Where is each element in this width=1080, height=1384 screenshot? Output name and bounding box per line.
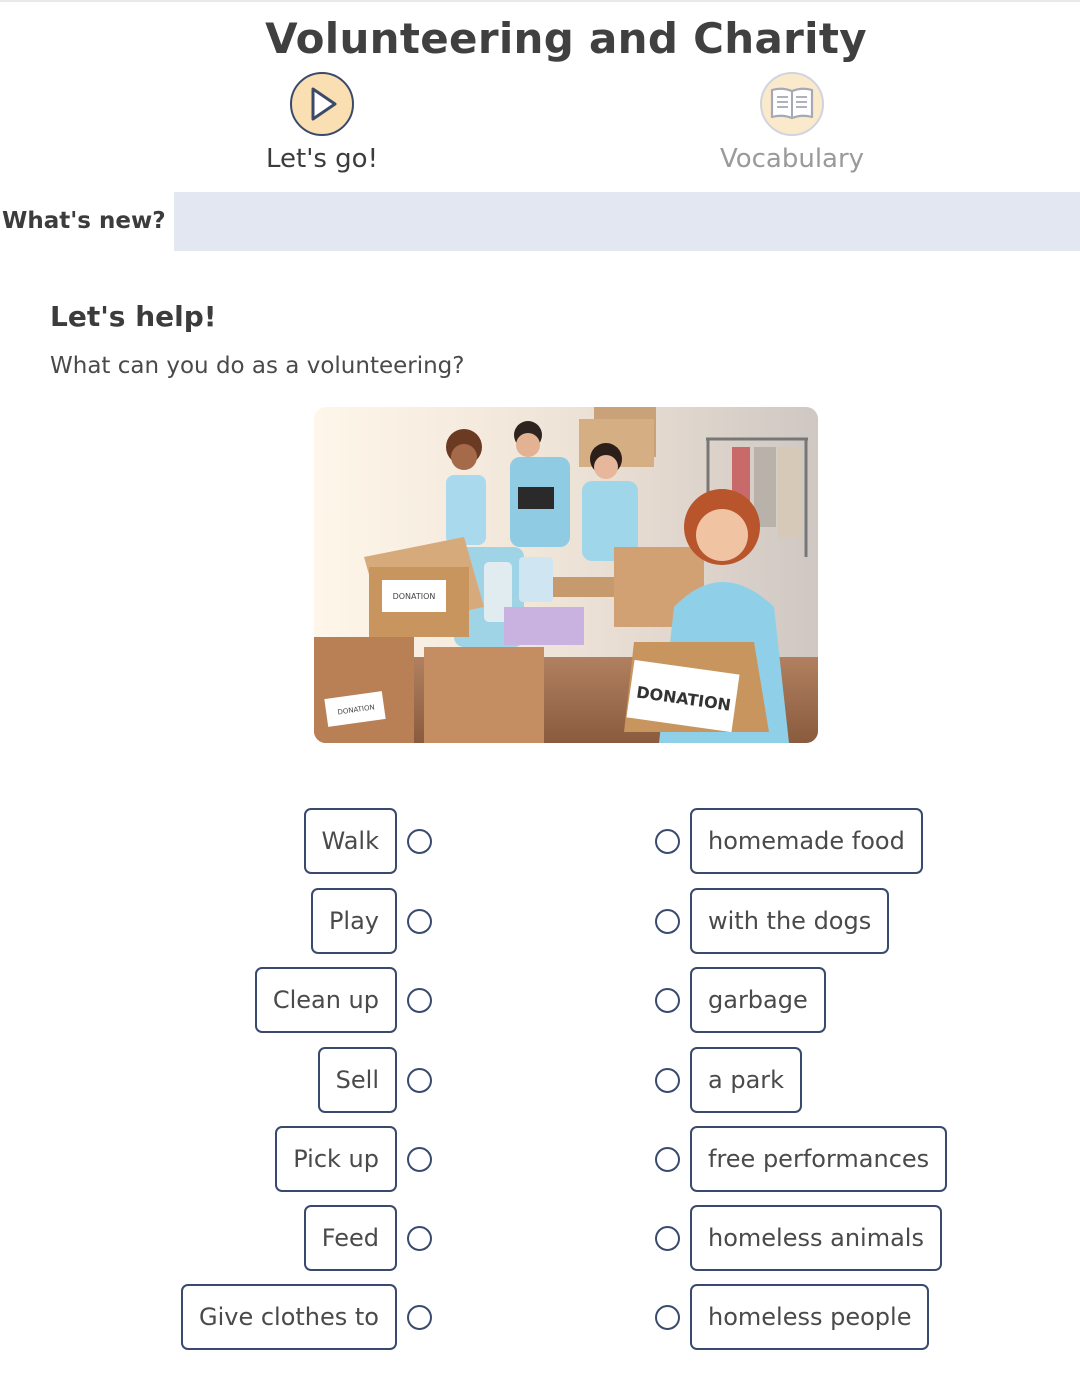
- nav-lets-go[interactable]: [202, 72, 442, 174]
- vocabulary-button-circle[interactable]: [760, 72, 824, 136]
- left-radio-give-clothes-to[interactable]: [407, 1305, 432, 1330]
- left-radio-feed[interactable]: [407, 1226, 432, 1251]
- left-radio-play[interactable]: [407, 909, 432, 934]
- right-word-homeless-animals[interactable]: homeless animals: [690, 1205, 942, 1271]
- svg-text:DONATION: DONATION: [337, 703, 376, 717]
- left-item-row: [275, 1126, 432, 1192]
- svg-text:DONATION: DONATION: [392, 592, 436, 601]
- nav-lets-go-label: Let's go!: [265, 144, 378, 174]
- left-item-row: [181, 1284, 432, 1350]
- right-word-homeless-people[interactable]: homeless people: [690, 1284, 929, 1350]
- right-radio-homeless-people[interactable]: [655, 1305, 680, 1330]
- left-item-row: [304, 1205, 432, 1271]
- top-divider: [0, 0, 1080, 2]
- right-radio-a-park[interactable]: [655, 1068, 680, 1093]
- right-word-with-the-dogs[interactable]: with the dogs: [690, 888, 889, 954]
- right-word-free-performances[interactable]: free performances: [690, 1126, 947, 1192]
- right-word-garbage[interactable]: garbage: [690, 967, 826, 1033]
- left-radio-sell[interactable]: [407, 1068, 432, 1093]
- left-word-pick-up[interactable]: Pick up: [275, 1126, 397, 1192]
- right-radio-homemade-food[interactable]: [655, 829, 680, 854]
- right-word-homemade-food[interactable]: homemade food: [690, 808, 923, 874]
- left-word-walk[interactable]: Walk: [304, 808, 397, 874]
- right-item-row: [655, 1047, 802, 1113]
- left-word-sell[interactable]: Sell: [318, 1047, 397, 1113]
- section-heading: Let's help!: [50, 300, 217, 333]
- left-word-give-clothes-to[interactable]: Give clothes to: [181, 1284, 397, 1350]
- left-word-feed[interactable]: Feed: [304, 1205, 397, 1271]
- page-title: Volunteering and Charity: [265, 14, 867, 63]
- right-item-row: [655, 1284, 929, 1350]
- left-radio-clean-up[interactable]: [407, 988, 432, 1013]
- right-word-a-park[interactable]: a park: [690, 1047, 802, 1113]
- left-item-row: [311, 888, 432, 954]
- svg-text:DONATION: DONATION: [635, 682, 733, 715]
- play-button-circle[interactable]: [290, 72, 354, 136]
- right-radio-garbage[interactable]: [655, 988, 680, 1013]
- play-icon: [302, 84, 342, 124]
- left-word-clean-up[interactable]: Clean up: [255, 967, 397, 1033]
- nav-vocabulary[interactable]: [672, 72, 912, 174]
- whats-new-label: What's new?: [2, 208, 166, 234]
- left-item-row: [255, 967, 432, 1033]
- right-item-row: [655, 967, 826, 1033]
- left-radio-pick-up[interactable]: [407, 1147, 432, 1172]
- left-item-row: [318, 1047, 432, 1113]
- right-radio-with-the-dogs[interactable]: [655, 909, 680, 934]
- right-radio-homeless-animals[interactable]: [655, 1226, 680, 1251]
- right-item-row: [655, 888, 889, 954]
- right-radio-free-performances[interactable]: [655, 1147, 680, 1172]
- whats-new-bar[interactable]: [174, 192, 1080, 251]
- left-item-row: [304, 808, 432, 874]
- left-word-play[interactable]: Play: [311, 888, 397, 954]
- right-item-row: [655, 808, 923, 874]
- book-icon: [768, 84, 816, 124]
- right-item-row: [655, 1205, 942, 1271]
- section-question: What can you do as a volunteering?: [50, 353, 465, 379]
- nav-vocabulary-label: Vocabulary: [719, 144, 865, 174]
- volunteers-photo: [314, 407, 818, 743]
- right-item-row: [655, 1126, 947, 1192]
- left-radio-walk[interactable]: [407, 829, 432, 854]
